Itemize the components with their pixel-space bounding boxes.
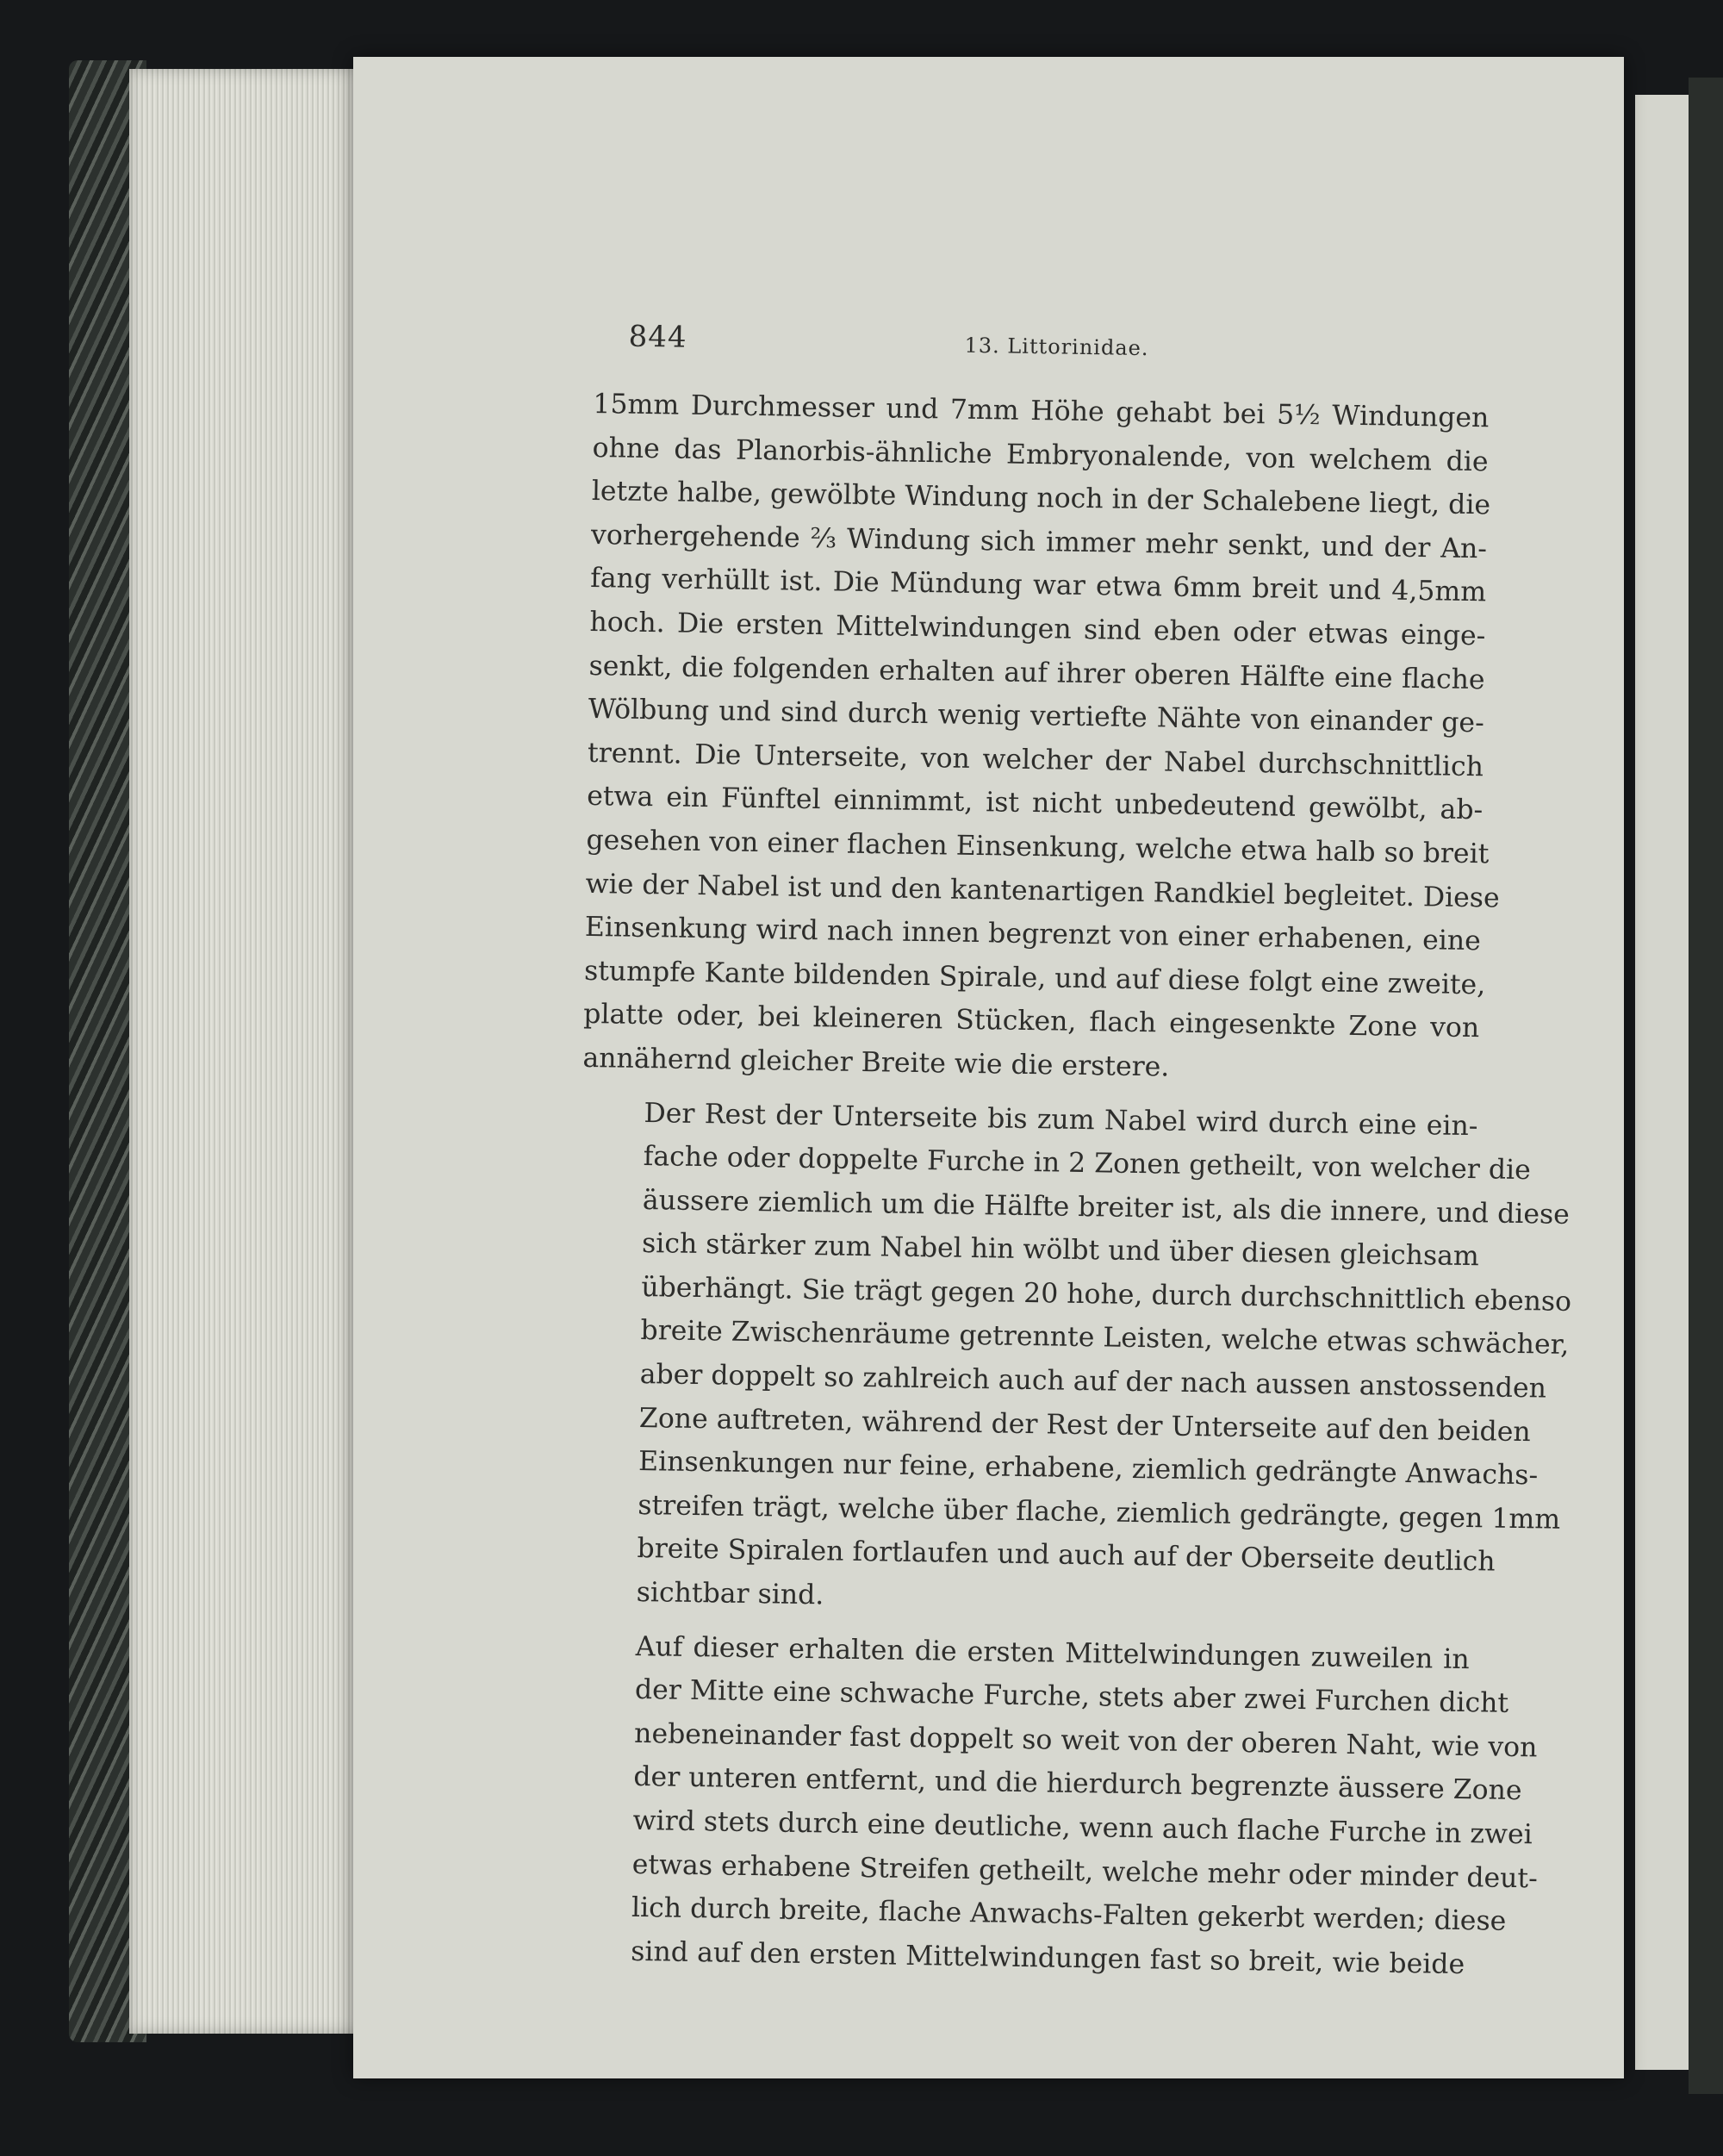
text-line: lich durch breite, flache Anwachs-Falten gekerbt werden; diese [631, 1892, 1507, 1938]
text-line: 15mm Durchmesser und 7mm Höhe gehabt bei 5½ Windungen [593, 388, 1490, 434]
page-text-block [569, 319, 1572, 1986]
text-line: etwas erhabene Streifen getheilt, welche mehr oder minder deut- [631, 1848, 1539, 1895]
text-line: vorhergehende ⅔ Windung sich immer mehr senkt, und der An- [590, 519, 1488, 565]
running-head [594, 319, 1490, 393]
text-line: trennt. Die Unterseite, von welcher der Nabel durchschnittlich [587, 737, 1484, 783]
text-line: breite Spiralen fortlaufen und auch auf der Oberseite deutlich [637, 1533, 1496, 1579]
text-line: überhängt. Sie trägt gegen 20 hohe, durch durchschnittlich ebenso [641, 1271, 1572, 1318]
text-line: Auf dieser erhalten die ersten Mittelwindungen zuweilen in [635, 1630, 1470, 1675]
text-line: aber doppelt so zahlreich auch auf der nach aussen anstossenden [639, 1359, 1547, 1405]
text-line: platte oder, bei kleineren Stücken, flach eingesenkte Zone von [583, 999, 1480, 1044]
text-line: Wölbung und sind durch wenig vertiefte Nähte von einander ge- [588, 694, 1485, 739]
text-line: wie der Nabel ist und den kantenartigen Randkiel begleitet. Diese [585, 868, 1500, 914]
section-title: 13. Littorinidae. [964, 333, 1149, 361]
paragraph-1 [582, 383, 1500, 1094]
text-line: wird stets durch eine deutliche, wenn auch flache Furche in zwei [632, 1804, 1533, 1851]
text-line: Einsenkungen nur feine, erhabene, ziemlich gedrängte Anwachs- [638, 1446, 1539, 1492]
text-line: sind auf den ersten Mittelwindungen fast so breit, wie beide [630, 1935, 1465, 1980]
paragraph-3 [569, 1623, 1539, 1986]
text-line: ohne das Planorbis-ähnliche Embryonalende, von welchem die [592, 432, 1489, 477]
text-line: etwa ein Fünftel einnimmt, ist nicht unbedeutend gewölbt, ab- [587, 781, 1484, 826]
text-line: senkt, die folgenden erhalten auf ihrer oberen Hälfte eine flache [588, 650, 1485, 695]
text-line: Der Rest der Unterseite bis zum Nabel wird durch eine ein- [644, 1097, 1478, 1142]
text-line: breite Zwischenräume getrennte Leisten, welche etwas schwächer, [640, 1315, 1570, 1362]
text-line: streifen trägt, welche über flache, ziemlich gedrängte, gegen 1mm [638, 1489, 1561, 1536]
text-line: der Mitte eine schwache Furche, stets aber zwei Furchen dicht [634, 1674, 1509, 1720]
book-cover-right [1689, 78, 1723, 2094]
text-line: gesehen von einer flachen Einsenkung, welche etwa halb so breit [586, 824, 1490, 870]
text-line: hoch. Die ersten Mittelwindungen sind eben oder etwas einge- [589, 606, 1486, 652]
body-text [569, 383, 1572, 1986]
text-line: annähernd gleicher Breite wie die erstere. [582, 1042, 1170, 1083]
text-line: fache oder doppelte Furche in 2 Zonen getheilt, von welcher die [643, 1141, 1532, 1187]
text-line: Zone auftreten, während der Rest der Unterseite auf den beiden [638, 1402, 1531, 1448]
text-line: fang verhüllt ist. Die Mündung war etwa 6mm breit und 4,5mm [589, 563, 1487, 608]
text-line: sichtbar sind. [636, 1576, 824, 1611]
page-stack-edge [129, 69, 362, 2034]
text-line: Einsenkung wird nach innen begrenzt von einer erhabenen, eine [584, 912, 1482, 957]
text-line: letzte halbe, gewölbte Windung noch in der Schalebene liegt, die [591, 476, 1491, 521]
text-line: sich stärker zum Nabel hin wölbt und über diesen gleichsam [641, 1228, 1480, 1273]
text-line: stumpfe Kante bildenden Spirale, und auf diese folgt eine zweite, [583, 955, 1486, 1001]
text-line: äussere ziemlich um die Hälfte breiter ist, als die innere, und diese [642, 1184, 1571, 1231]
paragraph-2 [574, 1090, 1572, 1627]
page-number: 844 [628, 319, 687, 355]
text-line: der unteren entfernt, und die hierdurch begrenzte äussere Zone [633, 1761, 1522, 1807]
text-line: nebeneinander fast doppelt so weit von der oberen Naht, wie von [633, 1717, 1538, 1764]
